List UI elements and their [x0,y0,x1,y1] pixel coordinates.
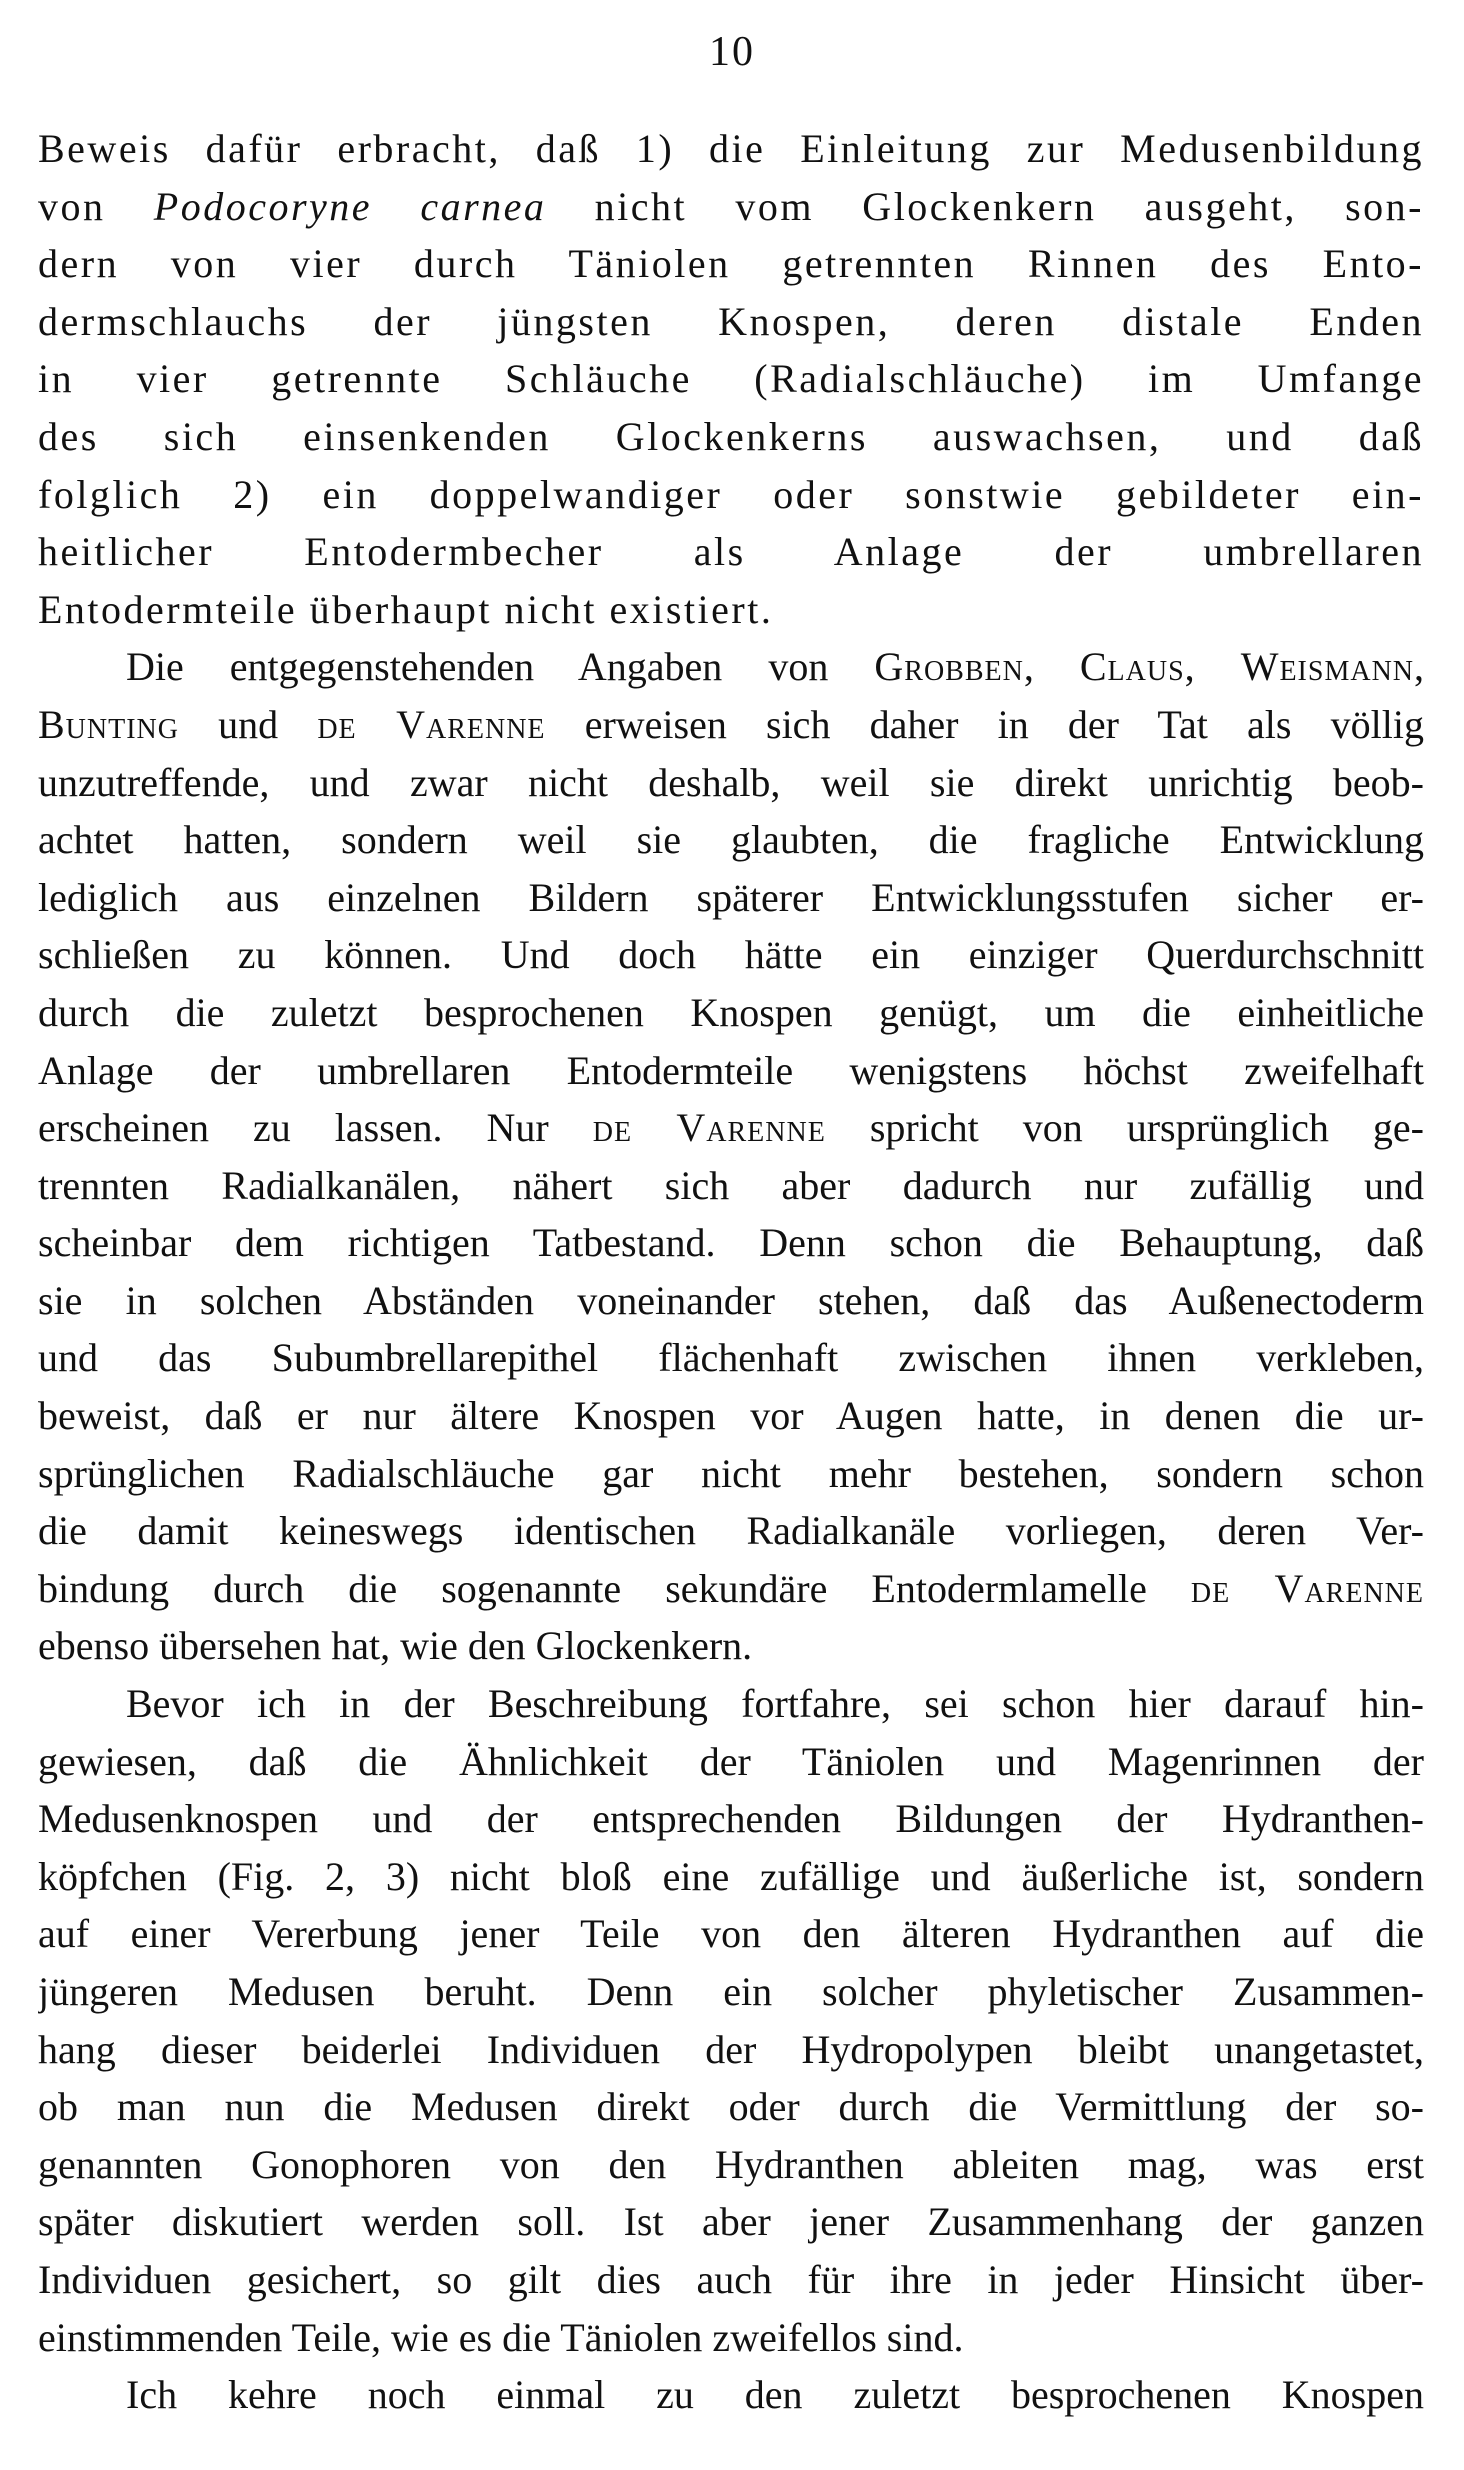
author-name: Bunting [38,701,179,747]
text-line [38,2021,1424,2079]
text-run: Medusenknospen und der entsprechenden Bildungen der Hydranthen- [38,1796,1424,1842]
text-run: hang dieser beiderlei Individuen der Hydropolypen bleibt unangetastet, [38,2026,1424,2072]
text-line [38,2078,1424,2136]
text-line [38,1042,1424,1100]
text-run: ob man nun die Medusen direkt oder durch die Vermittlung der so- [38,2084,1424,2130]
text-line [38,926,1424,984]
text-line [38,293,1424,351]
text-run: ebenso übersehen hat, wie den Glockenkern. [38,1623,753,1669]
text-line [38,1329,1424,1387]
text-run: Bevor ich in der Beschreibung fortfahre, sei schon hier darauf hin- [126,1681,1424,1727]
text-line [38,1387,1424,1445]
text-run: bindung durch die sogenannte sekundäre Entodermlamelle [38,1565,1191,1611]
text-line [38,1502,1424,1560]
text-run: heitlicher Entodermbecher als Anlage der umbrellaren [38,529,1424,575]
text-line [38,2309,1424,2367]
text-run: Beweis dafür erbracht, daß 1) die Einleitung zur Medusenbildung [38,126,1424,171]
text-line [38,1214,1424,1272]
text-run: unzutreffende, und zwar nicht deshalb, weil sie direkt unrichtig beob- [38,759,1424,805]
text-run: Ich kehre noch einmal zu den zuletzt besprochenen Knospen [126,2372,1424,2418]
text-line [38,1733,1424,1791]
text-line [38,523,1424,581]
text-line [38,120,1424,178]
body-text [38,120,1424,2424]
text-line [38,1099,1424,1157]
text-line [38,466,1424,524]
text-run: erscheinen zu lassen. Nur [38,1105,593,1151]
text-run: schließen zu können. Und doch hätte ein einziger Querdurchschnitt [38,932,1424,978]
text-line [38,581,1424,639]
text-line [38,1445,1424,1503]
text-run: köpfchen (Fig. 2, 3) nicht bloß eine zufällige und äußerliche ist, sondern [38,1853,1424,1899]
text-line [38,811,1424,869]
text-run: Anlage der umbrellaren Entodermteile wenigstens höchst zweifelhaft [38,1047,1424,1093]
text-run: trennten Radialkanälen, nähert sich aber dadurch nur zufällig und [38,1162,1424,1208]
text-run: Individuen gesichert, so gilt dies auch für ihre in jeder Hinsicht über- [38,2256,1424,2302]
text-run: scheinbar dem richtigen Tatbestand. Denn schon die Behauptung, daß [38,1220,1424,1266]
text-run: , [1184,644,1241,690]
text-run: sie in solchen Abständen voneinander stehen, daß das Außenectoderm [38,1277,1424,1323]
text-line [38,984,1424,1042]
text-run: nicht vom Glockenkern ausgeht, son- [546,183,1424,229]
author-name: Grobben [874,644,1024,690]
text-run: später diskutiert werden soll. Ist aber jener Zusammenhang der ganzen [38,2199,1424,2245]
text-line [38,408,1424,466]
text-run: , [1023,644,1080,690]
text-run: des sich einsenkenden Glockenkerns auswachsen, und daß [38,413,1424,459]
text-run: Entodermteile überhaupt nicht existiert. [38,586,774,632]
text-run: folglich 2) ein doppelwandiger oder sonstwie gebildeter ein- [38,471,1424,517]
text-line [38,1905,1424,1963]
text-run: beweist, daß er nur ältere Knospen vor Augen hatte, in denen die ur- [38,1393,1424,1439]
text-run: und das Subumbrellarepithel flächenhaft zwischen ihnen verkleben, [38,1335,1424,1381]
text-line [38,178,1424,236]
text-line [38,2251,1424,2309]
text-line [38,1157,1424,1215]
text-line [38,1963,1424,2021]
text-line [38,1272,1424,1330]
author-name: de Varenne [1190,1565,1424,1611]
text-run: spricht von ursprünglich ge- [825,1105,1424,1151]
text-line [38,235,1424,293]
text-line [38,2193,1424,2251]
text-line [38,754,1424,812]
text-run: die damit keineswegs identischen Radialkanäle vorliegen, deren Ver- [38,1508,1424,1554]
text-line [38,1675,1424,1733]
text-run: einstimmenden Teile, wie es die Täniolen zweifellos sind. [38,2314,964,2360]
text-line [38,2136,1424,2194]
author-name: de Varenne [317,701,546,747]
text-line [38,869,1424,927]
text-line [38,638,1424,696]
author-name: Claus [1079,644,1185,690]
text-line [38,1617,1424,1675]
text-run: Die entgegenstehenden Angaben von [126,644,875,690]
text-line [38,1790,1424,1848]
text-run: , [1414,644,1424,690]
text-run: auf einer Vererbung jener Teile von den älteren Hydranthen auf die [38,1911,1424,1957]
text-run: erweisen sich daher in der Tat als völlig [545,701,1424,747]
text-run: dern von vier durch Täniolen getrennten Rinnen des Ento- [38,241,1424,287]
text-line [38,2366,1424,2424]
text-line [38,1560,1424,1618]
text-line [38,1848,1424,1906]
page-number: 10 [709,29,755,75]
species-name: Podocoryne carnea [153,183,547,229]
author-name: de Varenne [592,1105,826,1151]
text-line [38,696,1424,754]
author-name: Weismann [1240,644,1415,690]
text-run: durch die zuletzt besprochenen Knospen genügt, um die einheitliche [38,989,1424,1035]
text-run: genannten Gonophoren von den Hydranthen ableiten mag, was erst [38,2141,1424,2187]
text-run: von [38,183,154,229]
text-line [38,350,1424,408]
text-run: und [179,701,318,747]
text-run: lediglich aus einzelnen Bildern späterer Entwicklungsstufen sicher er- [38,874,1424,920]
text-run: sprünglichen Radialschläuche gar nicht mehr bestehen, sondern schon [38,1450,1424,1496]
text-run: achtet hatten, sondern weil sie glaubten, die fragliche Entwicklung [38,817,1424,863]
text-run: gewiesen, daß die Ähnlichkeit der Täniolen und Magenrinnen der [38,1738,1424,1784]
text-run: jüngeren Medusen beruht. Denn ein solcher phyletischer Zusammen- [38,1969,1424,2014]
text-run: dermschlauchs der jüngsten Knospen, deren distale Enden [38,298,1424,344]
text-run: in vier getrennte Schläuche (Radialschläuche) im Umfange [38,356,1424,402]
